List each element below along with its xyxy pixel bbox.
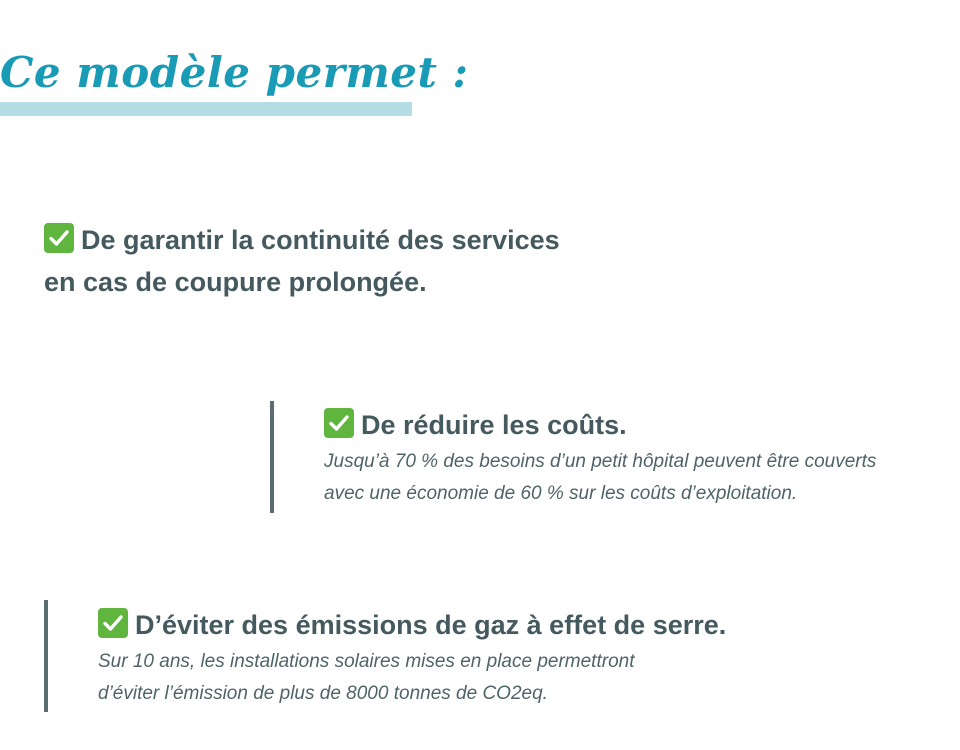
benefit-emissions-desc-line1: Sur 10 ans, les installations solaires mises en place permettront (98, 651, 635, 672)
benefit-costs-title-text: De réduire les coûts. (361, 410, 627, 440)
page-title: Ce modèle permet : (0, 48, 469, 97)
benefit-costs (324, 404, 960, 510)
benefit-costs-desc-line2: avec une économie de 60 % sur les coûts d’exploitation. (324, 483, 798, 504)
benefit-costs-title (324, 404, 960, 446)
benefit-costs-desc-line1: Jusqu’à 70 % des besoins d’un petit hôpital peuvent être couverts (324, 451, 877, 472)
benefit-continuity-title (44, 219, 560, 261)
benefit-emissions-desc-line2: d’éviter l’émission de plus de 8000 tonnes de CO2eq. (98, 683, 548, 704)
benefit-continuity-title-line1: De garantir la continuité des services (81, 225, 560, 255)
quote-bar (44, 600, 48, 712)
benefit-continuity (44, 219, 560, 303)
check-mark-icon (324, 408, 354, 438)
check-mark-icon (44, 223, 74, 253)
benefit-emissions-title-text: D’éviter des émissions de gaz à effet de serre. (135, 610, 727, 640)
check-mark-icon (98, 608, 128, 638)
heading-underline (0, 102, 412, 116)
benefit-continuity-title-line2: en cas de coupure prolongée. (44, 267, 427, 297)
quote-bar (270, 401, 274, 513)
benefit-emissions (98, 604, 726, 710)
benefit-emissions-title (98, 604, 726, 646)
